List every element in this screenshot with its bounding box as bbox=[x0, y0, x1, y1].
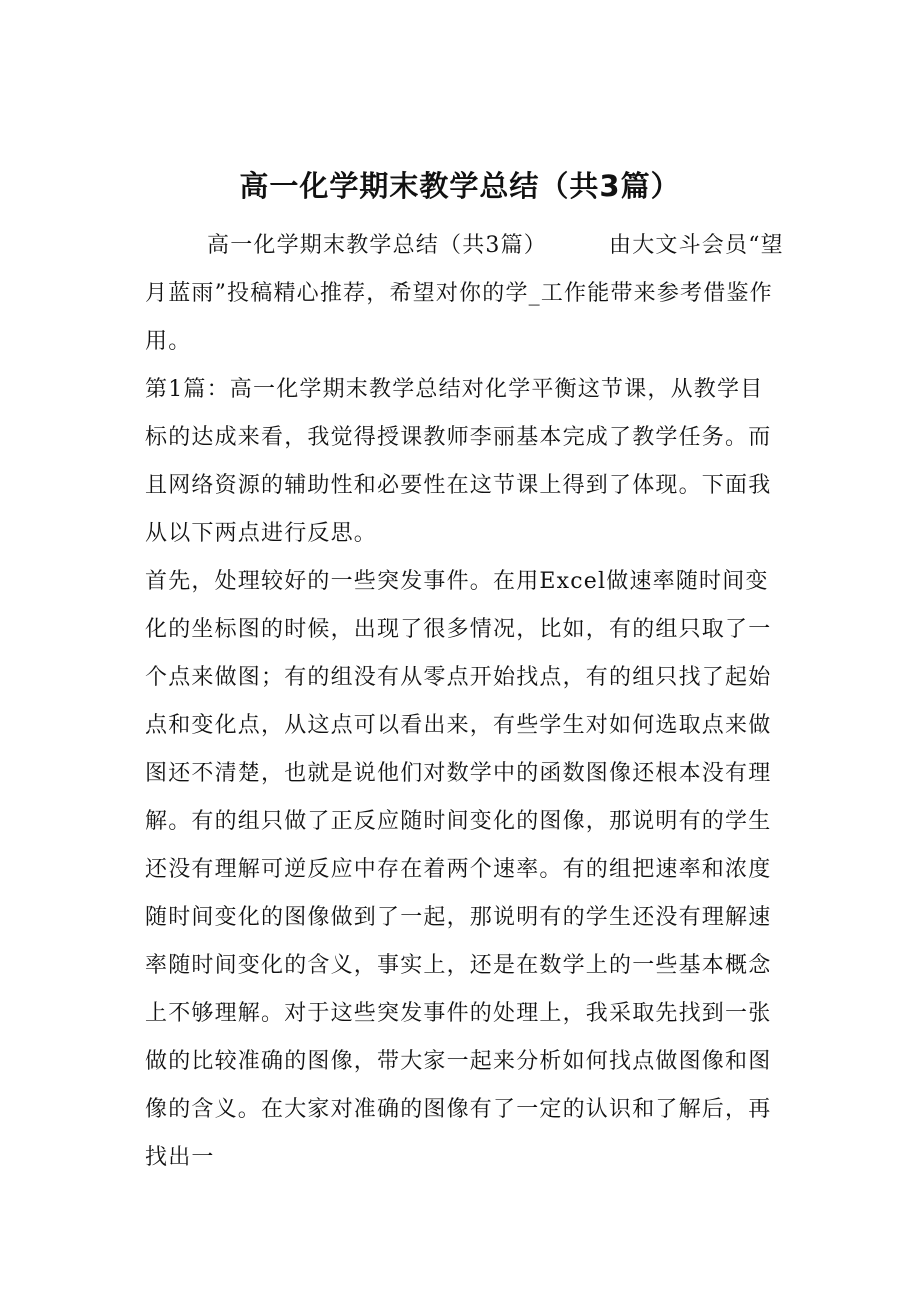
intro-recommendation: 由大文斗会员“望月蓝雨”投稿精心推荐，希望对你的学_工作能带来参考借鉴作用。 bbox=[145, 233, 784, 354]
intro-doc-name: 高一化学期末教学总结（共3篇） bbox=[207, 233, 547, 258]
intro-paragraph bbox=[145, 222, 785, 366]
document-title: 高一化学期末教学总结（共3篇） bbox=[239, 169, 681, 204]
document-body bbox=[145, 222, 785, 1182]
paragraph-1: 第1篇：高一化学期末教学总结对化学平衡这节课，从教学目标的达成来看，我觉得授课教师李丽基本完成了教学任务。而且网络资源的辅助性和必要性在这节课上得到了体现。下面我从以下两点进行反思。 bbox=[145, 377, 772, 546]
paragraph-2: 首先，处理较好的一些突发事件。在用Excel做速率随时间变化的坐标图的时候，出现了很多情况，比如，有的组只取了一个点来做图；有的组没有从零点开始找点，有的组只找了起始点和变化点，从这点可以看出来，有些学生对如何选取点来做图还不清楚，也就是说他们对数学中的函数图像还根本没有理解。有的组只做了正反应随时间变化的图像，那说明有的学生还没有理解可逆反应中存在着两个速率。有的组把速率和浓度随时间变化的图像做到了一起，那说明有的学生还没有理解速率随时间变化的含义，事实上，还是在数学上的一些基本概念上不够理解。对于这些突发事件的处理上，我采取先找到一张做的比较准确的图像，带大家一起来分析如何找点做图像和图像的含义。在大家对准确的图像有了一定的认识和了解后，再找出一 bbox=[145, 569, 772, 1170]
